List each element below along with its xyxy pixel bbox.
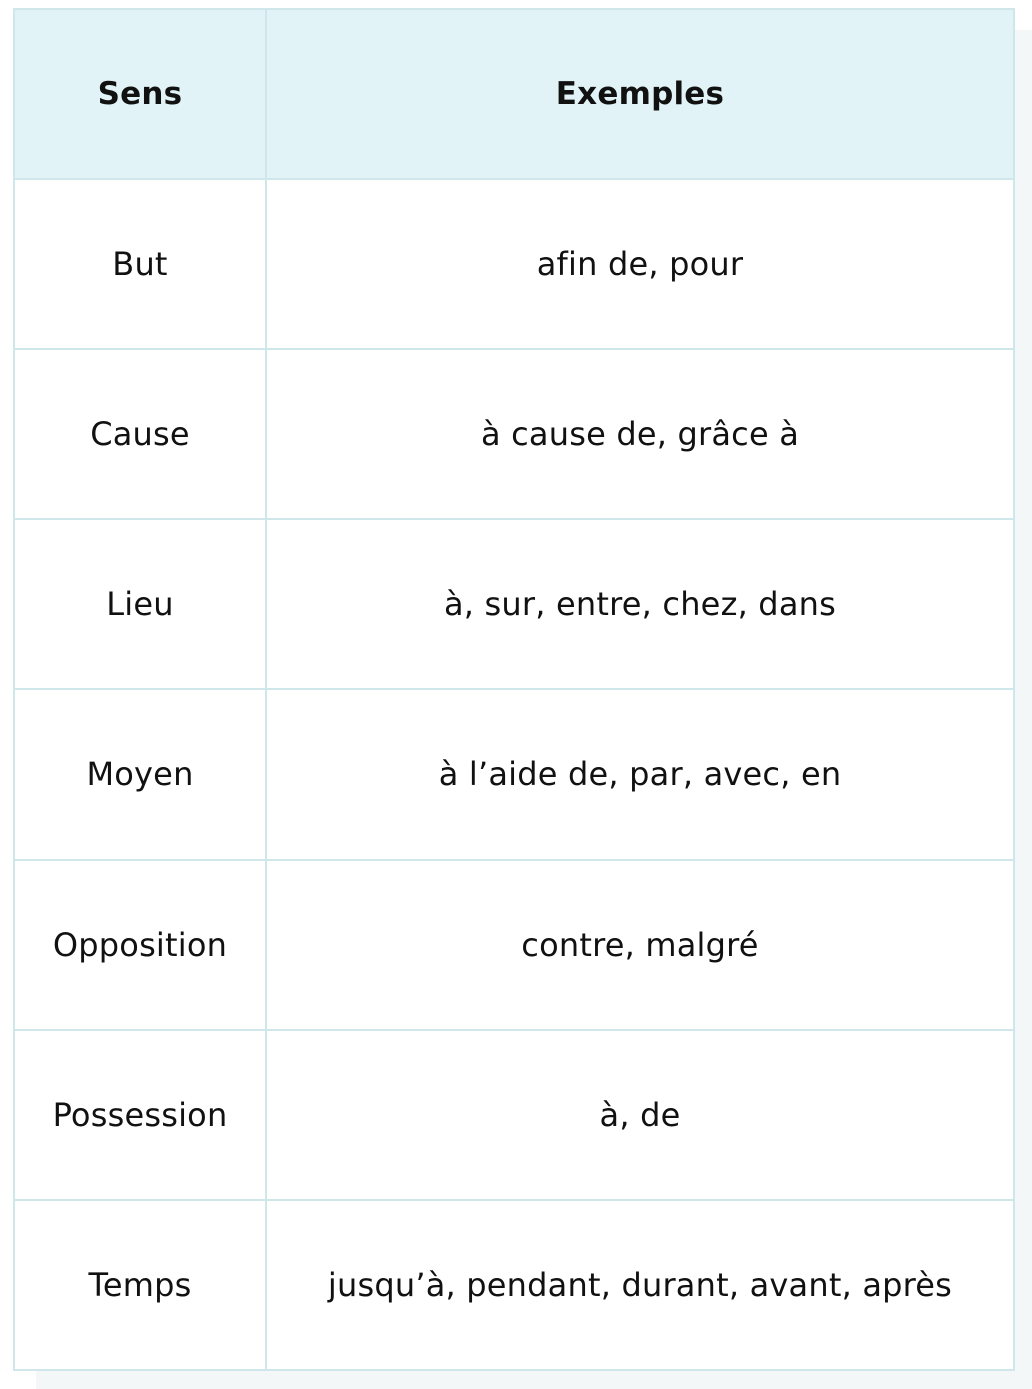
exemples-cell: à cause de, grâce à: [266, 349, 1014, 519]
exemples-cell: à l’aide de, par, avec, en: [266, 689, 1014, 859]
sens-cell: Lieu: [14, 519, 266, 689]
table-row: [14, 349, 1014, 519]
exemples-cell: contre, malgré: [266, 860, 1014, 1030]
header-exemples: Exemples: [266, 9, 1014, 179]
table-row: [14, 519, 1014, 689]
table-row: [14, 689, 1014, 859]
table-row: [14, 860, 1014, 1030]
table-row: [14, 1030, 1014, 1200]
sens-cell: Opposition: [14, 860, 266, 1030]
header-sens: Sens: [14, 9, 266, 179]
prepositions-table: [13, 8, 1015, 1371]
exemples-cell: afin de, pour: [266, 179, 1014, 349]
table-row: [14, 179, 1014, 349]
exemples-cell: jusqu’à, pendant, durant, avant, après: [266, 1200, 1014, 1370]
sens-cell: Temps: [14, 1200, 266, 1370]
exemples-cell: à, sur, entre, chez, dans: [266, 519, 1014, 689]
sens-cell: But: [14, 179, 266, 349]
exemples-cell: à, de: [266, 1030, 1014, 1200]
sens-cell: Moyen: [14, 689, 266, 859]
table-header-row: [14, 9, 1014, 179]
table-row: [14, 1200, 1014, 1370]
sens-cell: Possession: [14, 1030, 266, 1200]
sens-cell: Cause: [14, 349, 266, 519]
